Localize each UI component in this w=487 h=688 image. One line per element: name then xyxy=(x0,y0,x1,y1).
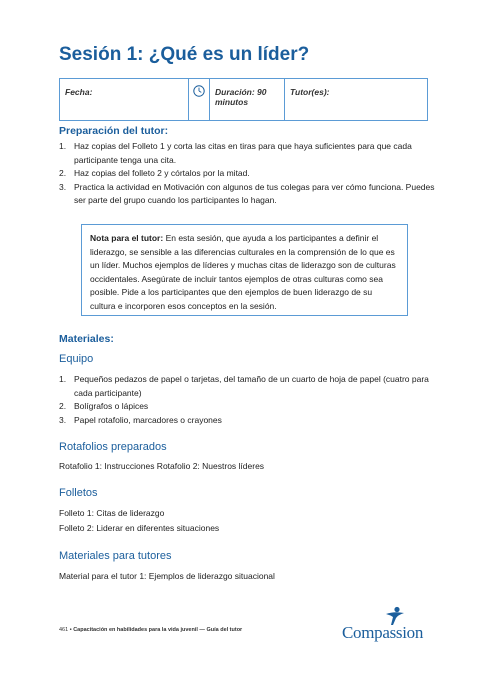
flipcharts-text: Rotafolio 1: Instrucciones Rotafolio 2: Nuestros líderes xyxy=(59,461,265,471)
footer-title: Capacitación en habilidades para la vida juvenil — Guía del tutor xyxy=(73,627,243,633)
tutor-cell: Tutor(es): xyxy=(290,87,330,97)
date-cell: Fecha: xyxy=(60,79,189,120)
list-item: 2. Haz copias del folleto 2 y córtalos por la mitad. xyxy=(59,168,250,178)
list-item: 3. Practica la actividad en Motivación con algunos de tus colegas para ver cómo funciona. Puedes ser parte del grupo cuando los participantes lo hagan. xyxy=(59,181,435,205)
list-item: 3. Papel rotafolio, marcadores o crayones xyxy=(59,414,222,425)
handout-2: Folleto 2: Liderar en diferentes situaciones xyxy=(59,523,220,533)
tutor-note-box xyxy=(81,224,408,316)
duration-cell: Duración: 90 minutos xyxy=(210,79,285,120)
list-item: 1. Pequeños pedazos de papel o tarjetas, del tamaño de un cuarto de hoja de papel (cuatro para cada participante) xyxy=(59,374,429,398)
prep-heading: Preparación del tutor: xyxy=(59,125,169,137)
note-label: Nota para el tutor: xyxy=(90,233,164,243)
clock-cell xyxy=(189,79,210,120)
clock-icon xyxy=(193,85,205,97)
logo-wordmark: Compassion xyxy=(342,623,424,642)
handout-1: Folleto 1: Citas de liderazgo xyxy=(59,508,165,518)
list-item: 2. Bolígrafos o lápices xyxy=(59,401,149,411)
materials-heading: Materiales: xyxy=(59,333,114,345)
tutor-materials-text: Material para el tutor 1: Ejemplos de liderazgo situacional xyxy=(59,571,275,581)
equipment-list xyxy=(59,373,439,427)
flipcharts-heading: Rotafolios preparados xyxy=(59,441,167,453)
list-item: 1. Haz copias del Folleto 1 y corta las citas en tiras para que haya suficientes para que cada participante tenga una cita. xyxy=(59,141,412,165)
page-footer xyxy=(59,627,242,633)
tutor-materials-heading: Materiales para tutores xyxy=(59,550,172,562)
session-info-table xyxy=(59,78,428,121)
compassion-logo xyxy=(342,606,437,646)
equipment-heading: Equipo xyxy=(59,353,94,365)
handouts-heading: Folletos xyxy=(59,487,98,499)
prep-list xyxy=(59,140,439,208)
footer-bullet: • xyxy=(69,627,72,633)
page-title: Sesión 1: ¿Qué es un líder? xyxy=(59,44,310,65)
note-text: En esta sesión, que ayuda a los participantes a definir el liderazgo, se sensible a las diferencias culturales en la comprensión de lo que es un líder. Muchos ejemplos de líderes y muchas citas de liderazgo son de culturas occidentales. Asegúrate de incluir tantos ejemplos de otras culturas como sea posible. Pide a los participantes que den ejemplos de buen liderazgo de su cultura e incorporen esos conceptos en la sesión. xyxy=(90,233,396,311)
page-number: 461 xyxy=(59,627,69,633)
